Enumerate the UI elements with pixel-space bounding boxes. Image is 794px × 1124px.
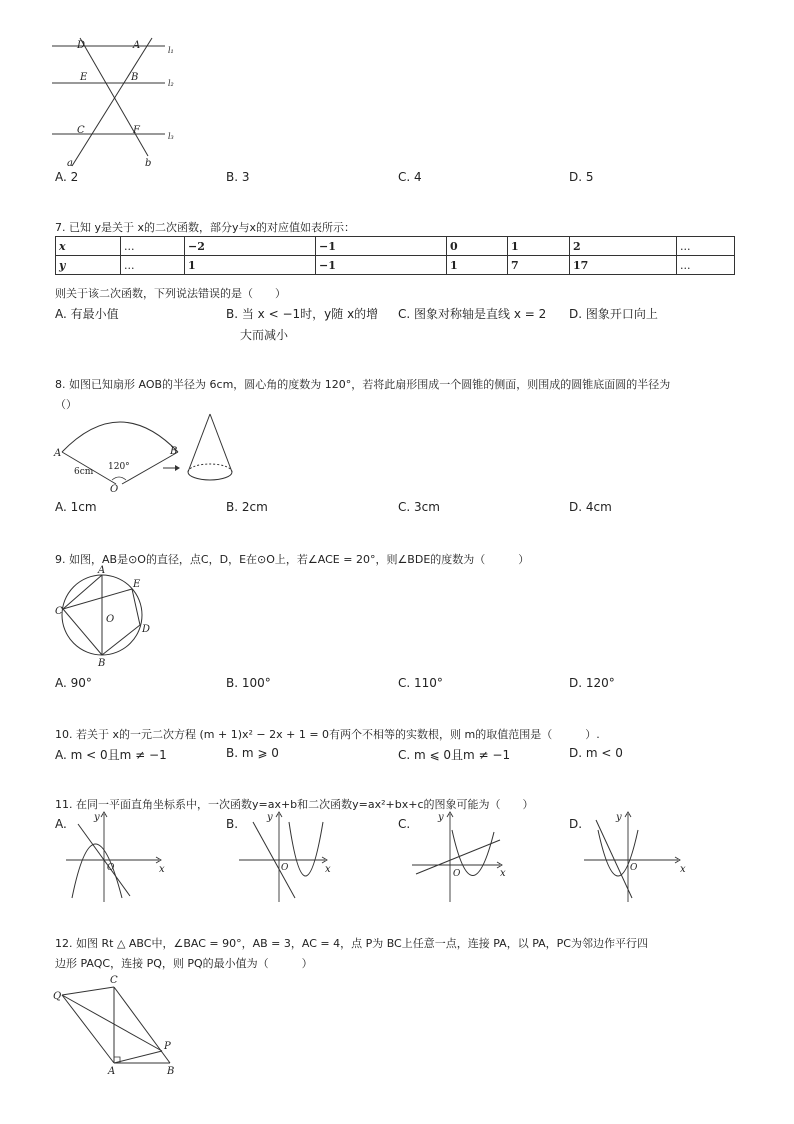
table-cell: ... [121,237,185,256]
segment-ap [114,1051,162,1063]
label-C: C [110,975,118,986]
label-l1: l₁ [168,46,174,55]
q9-option-a[interactable]: A. 90° [55,676,92,690]
q10-option-c[interactable]: C. m ⩽ 0且m ≠ −1 [398,748,511,762]
axis-label-y: y [438,812,444,823]
table-cell: 17 [570,256,677,275]
label-O: O [106,614,115,625]
label-B: B [131,72,139,83]
q9-option-b[interactable]: B. 100° [226,676,271,690]
axis-label-y: y [267,812,273,823]
cone-base-back [188,464,232,472]
cone-right-edge [210,414,232,472]
q11-graph-b [237,810,342,902]
q11-option-c[interactable]: C. [398,817,411,831]
q11-option-a[interactable]: A. [55,817,67,831]
segment-cb [63,609,102,655]
table-row-x [56,237,735,256]
cone-left-edge [188,414,210,472]
segment-ce [63,589,132,609]
table-cell: 0 [447,237,508,256]
q7-option-c[interactable]: C. 图象对称轴是直线 x = 2 [398,307,547,321]
label-C: C [55,606,63,617]
table-cell: 2 [570,237,677,256]
axis-label-y: y [94,812,100,823]
q8-option-c[interactable]: C. 3cm [398,500,440,514]
q8-option-b[interactable]: B. 2cm [226,500,268,514]
q8-option-d[interactable]: D. 4cm [569,500,612,514]
origin-label: O [630,863,638,873]
label-B: B [98,658,106,669]
origin-label: O [281,863,289,873]
q9-option-c[interactable]: C. 110° [398,676,443,690]
label-E: E [80,72,88,83]
axis-label-x: x [159,864,165,875]
q7-option-d[interactable]: D. 图象开口向上 [569,307,658,321]
label-A: A [133,40,141,51]
q11-graph-c [410,810,515,902]
parabola [72,844,122,898]
table-cell: x [56,237,121,256]
q11-option-b[interactable]: B. [226,817,239,831]
q8-stem: 8. 如图已知扇形 AOB的半径为 6cm，圆心角的度数为 120°，若将此扇形围成一个圆锥的侧面，则围成的圆锥底面圆的半径为 [55,378,671,391]
label-a: a [67,158,73,169]
q8-option-a[interactable]: A. 1cm [55,500,97,514]
label-Q: Q [53,991,62,1002]
q7-question: 则关于该二次函数，下列说法错误的是（ ） [55,287,286,300]
label-D: D [142,624,151,635]
q11-stem: 11. 在同一平面直角坐标系中，一次函数y=ax+b和二次函数y=ax²+bx+c的图象可能为（ ） [55,798,534,811]
label-angle: 120° [108,462,130,472]
q7-option-a[interactable]: A. 有最小值 [55,307,119,321]
label-A: A [54,448,62,459]
label-l2: l₂ [168,79,174,88]
linear-line [596,820,632,898]
q6-option-c[interactable]: C. 4 [398,170,422,184]
q11-graph-a [64,810,169,902]
label-A: A [98,565,106,576]
table-cell: 1 [185,256,316,275]
q6-figure [50,38,240,168]
label-O: O [110,484,119,495]
arrow-head [175,465,180,471]
axis-label-x: x [500,868,506,879]
q7-option-b[interactable]: B. 当 x < −1时，y随 x的增 [226,307,379,321]
q12-stem: 12. 如图 Rt △ ABC中，∠BAC = 90°，AB = 3，AC = 4，点 P为 BC上任意一点，连接 PA，以 PA，PC为邻边作平行四 [55,937,648,950]
axis-label-y: y [616,812,622,823]
q6-option-b[interactable]: B. 3 [226,170,250,184]
label-radius: 6cm [74,467,94,477]
segment-qc [62,987,114,995]
q10-stem: 10. 若关于 x的一元二次方程 (m + 1)x² − 2x + 1 = 0有两个不相等的实数根，则 m的取值范围是（ ）. [55,728,600,741]
q10-option-a[interactable]: A. m < 0且m ≠ −1 [55,748,167,762]
table-cell: −2 [185,237,316,256]
origin-label: O [107,863,115,873]
q9-figure [52,567,162,667]
q8-stem-line2: （） [55,398,77,411]
table-cell: y [56,256,121,275]
cone-base-front [188,472,232,480]
table-cell: 1 [447,256,508,275]
q8-figure [50,410,250,495]
table-cell: −1 [316,256,447,275]
q12-figure [50,975,190,1075]
q7-value-table [55,236,735,275]
q6-option-a[interactable]: A. 2 [55,170,79,184]
axis-label-x: x [325,864,331,875]
label-D: D [77,40,86,51]
label-l3: l₃ [168,132,174,141]
label-B: B [167,1066,175,1077]
table-cell: 7 [508,256,570,275]
line-a [72,38,152,166]
q11-option-d[interactable]: D. [569,817,583,831]
label-B: B [170,446,178,457]
q9-stem: 9. 如图，AB是⊙O的直径，点C，D，E在⊙O上，若∠ACE = 20°，则∠BDE的度数为（ ） [55,553,530,566]
q11-graph-d [582,810,697,902]
sector-arc [62,422,178,452]
label-C: C [77,125,85,136]
label-A: A [108,1066,116,1077]
segment-qa [62,995,114,1063]
table-cell: ... [677,256,735,275]
label-P: P [164,1041,171,1052]
segment-qp [62,995,162,1051]
table-cell: ... [121,256,185,275]
q7-option-b-line2: 大而减小 [240,328,289,342]
table-row-y [56,256,735,275]
table-cell: ... [677,237,735,256]
parabola [289,822,323,876]
q10-option-b[interactable]: B. m ⩾ 0 [226,746,279,760]
q6-option-d[interactable]: D. 5 [569,170,594,184]
label-E: E [133,579,141,590]
angle-mark [112,477,126,480]
q7-stem: 7. 已知 y是关于 x的二次函数，部分y与x的对应值如表所示： [55,221,356,234]
table-cell: 1 [508,237,570,256]
line-b [80,38,148,156]
table-cell: −1 [316,237,447,256]
q12-stem-line2: 边形 PAQC，连接 PQ，则 PQ的最小值为（ ） [55,957,313,970]
label-b: b [145,158,152,169]
label-F: F [133,125,140,136]
q9-option-d[interactable]: D. 120° [569,676,615,690]
origin-label: O [453,869,461,879]
q10-option-d[interactable]: D. m < 0 [569,746,623,760]
axis-label-x: x [680,864,686,875]
